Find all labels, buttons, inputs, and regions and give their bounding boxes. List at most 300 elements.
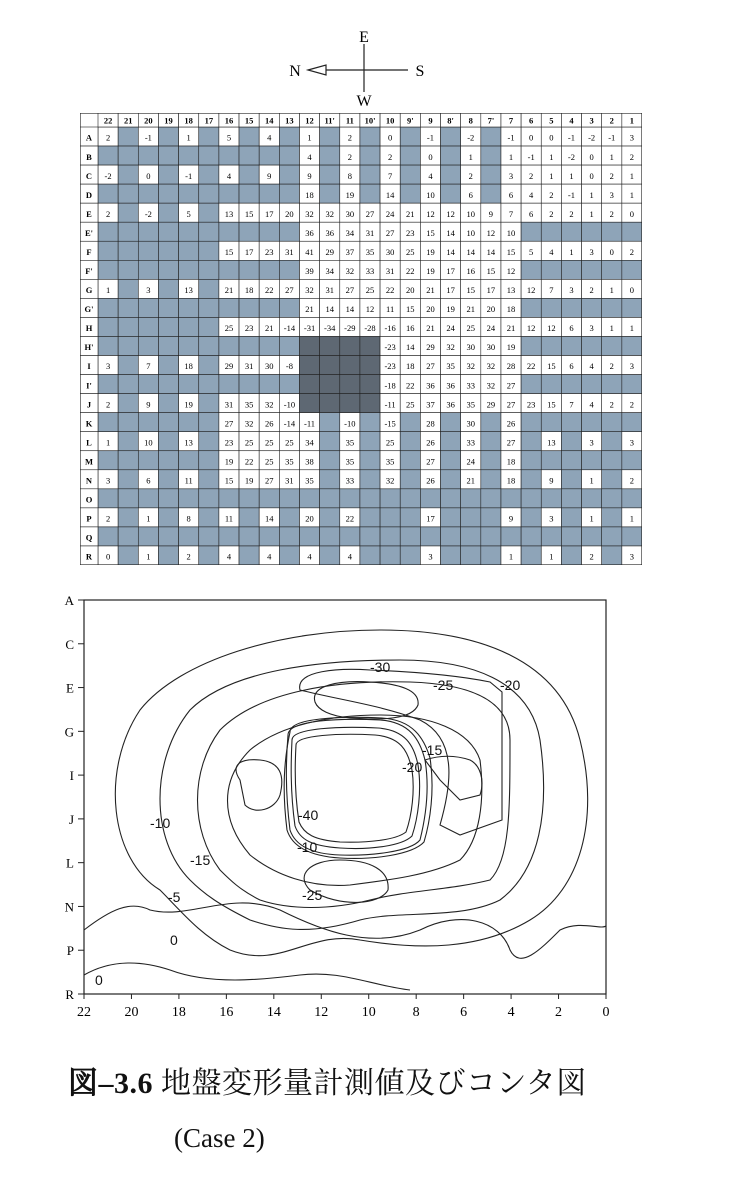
grid-cell (441, 165, 461, 184)
grid-cell-value: 35 (385, 456, 395, 467)
grid-cell-value: 37 (345, 246, 355, 257)
grid-cell (279, 527, 299, 546)
grid-cell-value: 12 (446, 208, 455, 219)
grid-cell (320, 451, 340, 470)
grid-cell (158, 298, 178, 317)
grid-cell (118, 184, 138, 203)
grid-cell-value: 9 (549, 475, 554, 486)
grid-cell (199, 165, 219, 184)
measurement-grid (80, 113, 642, 565)
grid-cell (400, 432, 420, 451)
grid-cell-value: 6 (529, 208, 534, 219)
grid-row-label: I' (86, 380, 92, 391)
grid-cell (259, 260, 279, 279)
contour-level-label: -40 (298, 807, 319, 823)
contour-level-label: 0 (170, 932, 178, 948)
grid-cell-value: 2 (609, 361, 614, 372)
grid-cell-value: 0 (146, 170, 151, 181)
grid-cell (118, 127, 138, 146)
grid-cell-value: 3 (428, 551, 433, 562)
grid-row-label: F' (85, 266, 93, 277)
grid-cell-value: -8 (285, 361, 293, 372)
grid-cell-value: 3 (105, 361, 111, 372)
grid-cell (441, 413, 461, 432)
grid-cell (158, 527, 178, 546)
grid-col-label: 9' (406, 115, 414, 126)
grid-cell (179, 241, 199, 260)
grid-cell-value: 27 (365, 208, 375, 219)
grid-cell-value: 13 (506, 285, 516, 296)
grid-cell-value: 21 (426, 323, 435, 334)
grid-cell-value: 32 (345, 266, 355, 277)
grid-cell-value: 2 (347, 132, 352, 143)
grid-cell (158, 489, 178, 508)
grid-cell-value: 30 (486, 342, 496, 353)
grid-cell (199, 356, 219, 375)
grid-row-label: M (84, 456, 94, 467)
grid-cell (239, 375, 259, 394)
grid-cell (118, 508, 138, 527)
contour-x-label: 22 (77, 1005, 91, 1020)
grid-cell (118, 336, 138, 355)
grid-cell-value: 12 (526, 323, 536, 334)
grid-cell (521, 375, 541, 394)
grid-cell (179, 222, 199, 241)
grid-cell (118, 298, 138, 317)
grid-cell-value: 4 (589, 361, 594, 372)
grid-cell (320, 184, 340, 203)
grid-cell (219, 146, 239, 165)
grid-cell-value: -15 (384, 418, 396, 429)
contour-y-label: N (64, 899, 74, 915)
grid-row-label: E (86, 208, 92, 219)
grid-cell-value: 30 (265, 361, 274, 372)
grid-cell (461, 546, 481, 565)
grid-cell-value: 14 (406, 342, 415, 353)
grid-cell (360, 375, 380, 394)
grid-cell-value: 19 (426, 266, 435, 277)
grid-cell-value: 10 (466, 227, 475, 238)
grid-cell (179, 336, 199, 355)
contour-x-label: 14 (266, 1005, 281, 1020)
grid-cell-value: 14 (446, 246, 455, 257)
grid-cell (360, 336, 380, 355)
grid-cell (279, 127, 299, 146)
grid-cell-value: 11 (184, 475, 193, 486)
grid-col-label: 7' (487, 115, 495, 126)
contour-level-label: -15 (422, 742, 443, 758)
grid-cell-value: 0 (629, 285, 635, 296)
grid-cell (400, 546, 420, 565)
grid-cell-value: 16 (466, 266, 475, 277)
contour-level-label: -30 (370, 659, 391, 675)
compass-west: W (356, 93, 372, 108)
grid-cell-value: 4 (226, 170, 232, 181)
grid-cell (158, 260, 178, 279)
grid-cell-value: 32 (305, 208, 314, 219)
grid-cell (461, 489, 481, 508)
grid-cell (481, 432, 501, 451)
grid-cell-value: 10 (506, 227, 516, 238)
contour-y-label: L (66, 855, 74, 871)
grid-cell-value: 2 (105, 132, 111, 143)
grid-cell (602, 298, 622, 317)
grid-cell-value: 35 (345, 456, 355, 467)
grid-cell (360, 508, 380, 527)
grid-cell (279, 260, 299, 279)
grid-cell (360, 356, 380, 375)
grid-cell (320, 470, 340, 489)
grid-cell-value: 30 (466, 418, 475, 429)
grid-cell-value: 9 (267, 170, 272, 181)
grid-cell (239, 546, 259, 565)
grid-cell-value: 28 (426, 418, 435, 429)
contour-level-labels (95, 659, 520, 988)
grid-cell (320, 146, 340, 165)
grid-row-label: C (85, 170, 93, 181)
grid-cell (320, 127, 340, 146)
grid-col-label: 9 (428, 115, 433, 126)
contour-x-label: 8 (412, 1005, 420, 1020)
grid-cell (299, 394, 319, 413)
grid-cell (239, 127, 259, 146)
grid-cell-value: 3 (146, 285, 151, 296)
grid-cell-value: -10 (283, 399, 296, 410)
grid-cell-value: 32 (305, 285, 314, 296)
grid-cell-value: 14 (385, 189, 395, 200)
grid-row-label: N (85, 475, 93, 486)
grid-cell-value: 3 (589, 323, 594, 334)
grid-cell (158, 165, 178, 184)
grid-cell (239, 508, 259, 527)
grid-cell-value: 2 (105, 513, 111, 524)
grid-cell (481, 527, 501, 546)
grid-cell-value: 10 (144, 437, 153, 448)
grid-cell-value: 36 (446, 380, 455, 391)
grid-col-label: 1 (629, 115, 635, 126)
grid-cell (199, 222, 219, 241)
grid-cell (259, 375, 279, 394)
grid-cell-value: 0 (589, 170, 594, 181)
grid-cell-value: 2 (549, 208, 554, 219)
grid-cell-value: -18 (384, 380, 396, 391)
grid-cell-value: 6 (146, 475, 151, 486)
grid-cell (561, 222, 581, 241)
grid-cell-value: 35 (365, 246, 375, 257)
grid-cell-value: 31 (285, 246, 294, 257)
contour-level-label: -25 (302, 887, 323, 903)
grid-cell-value: 32 (446, 342, 455, 353)
grid-cell-value: 1 (629, 170, 635, 181)
grid-cell (400, 146, 420, 165)
grid-cell (219, 527, 239, 546)
grid-cell (219, 222, 239, 241)
grid-cell-value: 26 (265, 418, 274, 429)
grid-cell-value: 25 (406, 246, 415, 257)
grid-cell-value: 15 (224, 246, 234, 257)
grid-cell-value: 24 (466, 456, 475, 467)
grid-cell (179, 298, 199, 317)
contour-level-label: -20 (500, 677, 521, 693)
grid-cell-value: 14 (466, 246, 475, 257)
grid-col-label: 22 (103, 115, 113, 126)
grid-row-label: K (85, 418, 93, 429)
grid-cell-value: 1 (307, 132, 312, 143)
grid-cell-value: 1 (609, 285, 614, 296)
grid-cell (622, 451, 642, 470)
grid-cell-value: 27 (345, 285, 355, 296)
grid-cell (98, 222, 118, 241)
contour-y-label: I (69, 768, 74, 784)
grid-cell (360, 451, 380, 470)
grid-cell (622, 260, 642, 279)
grid-cell (239, 165, 259, 184)
contour-x-label: 6 (460, 1005, 468, 1020)
contour-level-label: -20 (402, 759, 423, 775)
grid-cell (622, 336, 642, 355)
grid-cell-value: 21 (224, 285, 234, 296)
grid-cell-value: -1 (144, 132, 152, 143)
grid-row-label: Q (85, 532, 93, 543)
grid-cell (602, 451, 622, 470)
contour-y-label: A (64, 593, 74, 608)
contour-level-label: -5 (168, 889, 181, 905)
grid-cell-value: 17 (446, 266, 455, 277)
grid-cell (420, 527, 440, 546)
grid-cell-value: -11 (384, 399, 396, 410)
grid-cell (602, 470, 622, 489)
grid-cell-value: 17 (426, 513, 435, 524)
grid-cell-value: 19 (184, 399, 193, 410)
grid-cell (320, 546, 340, 565)
grid-cell (360, 165, 380, 184)
grid-cell (259, 336, 279, 355)
grid-cell (299, 336, 319, 355)
grid-cell-value: 14 (265, 513, 274, 524)
grid-cell (259, 527, 279, 546)
grid-row-label: B (86, 151, 92, 162)
grid-row-label: H' (84, 342, 94, 353)
grid-cell (118, 241, 138, 260)
grid-cell (320, 356, 340, 375)
grid-cell (441, 546, 461, 565)
grid-cell-value: 26 (506, 418, 516, 429)
grid-cell (138, 451, 158, 470)
grid-cell-value: 2 (629, 475, 635, 486)
grid-cell (481, 165, 501, 184)
grid-cell-value: 21 (466, 304, 475, 315)
grid-col-label: 7 (508, 115, 514, 126)
grid-cell (561, 298, 581, 317)
grid-cell-value: 20 (406, 285, 415, 296)
grid-cell-value: 17 (244, 246, 254, 257)
grid-cell (340, 394, 360, 413)
grid-cell (279, 546, 299, 565)
grid-cell-value: 13 (184, 285, 193, 296)
grid-cell (541, 527, 561, 546)
grid-cell-value: 19 (224, 456, 234, 467)
grid-cell (118, 375, 138, 394)
grid-cell-value: 1 (508, 551, 514, 562)
grid-cell-value: 33 (466, 380, 475, 391)
grid-cell-value: 25 (385, 437, 395, 448)
grid-cell (561, 451, 581, 470)
grid-row-label: F (86, 246, 92, 257)
grid-cell-value: 32 (325, 208, 334, 219)
grid-cell-value: 17 (265, 208, 274, 219)
grid-cell (138, 298, 158, 317)
compass-east: E (359, 29, 369, 46)
grid-cell (158, 508, 178, 527)
contour-lines (84, 630, 606, 990)
grid-row-label: L (86, 437, 92, 448)
grid-cell (521, 527, 541, 546)
grid-cell-value: 2 (609, 170, 614, 181)
grid-cell-value: 3 (508, 170, 514, 181)
grid-cell-value: 33 (466, 437, 475, 448)
grid-cell (118, 356, 138, 375)
grid-cell (320, 336, 340, 355)
grid-cell (118, 527, 138, 546)
grid-cell (561, 546, 581, 565)
grid-cell (118, 432, 138, 451)
grid-cell (98, 260, 118, 279)
grid-cell-value: 18 (406, 361, 415, 372)
grid-cell-value: 1 (186, 132, 191, 143)
grid-cell-value: 2 (529, 170, 534, 181)
grid-cell-value: 12 (526, 285, 536, 296)
grid-cell (118, 279, 138, 298)
grid-cell (380, 489, 400, 508)
contour-x-label: 20 (124, 1005, 139, 1020)
grid-cell (360, 546, 380, 565)
grid-cell (461, 527, 481, 546)
grid-cell-value: 36 (426, 380, 435, 391)
grid-cell-value: 20 (305, 513, 314, 524)
grid-cell (541, 451, 561, 470)
grid-cell (98, 375, 118, 394)
grid-cell-value: -23 (384, 361, 396, 372)
grid-cell (320, 375, 340, 394)
grid-cell-value: 41 (305, 246, 314, 257)
grid-cell-value: 6 (569, 323, 574, 334)
grid-cell-value: 12 (365, 304, 375, 315)
grid-cell-value: 9 (146, 399, 151, 410)
grid-cell-value: 3 (629, 551, 635, 562)
grid-cell-value: 1 (146, 551, 151, 562)
grid-cell (561, 336, 581, 355)
grid-cell-value: 29 (486, 399, 496, 410)
grid-cell-value: 9 (307, 170, 312, 181)
grid-cell (199, 298, 219, 317)
grid-cell-value: 12 (426, 208, 435, 219)
grid-cell-value: 15 (224, 475, 234, 486)
grid-cell-value: 22 (406, 380, 415, 391)
grid-cell (118, 470, 138, 489)
grid-cell (219, 260, 239, 279)
grid-cell-value: 0 (529, 132, 534, 143)
grid-cell (118, 317, 138, 336)
grid-cell (98, 336, 118, 355)
grid-cell (199, 184, 219, 203)
grid-cell-value: 36 (446, 399, 455, 410)
grid-cell-value: -14 (283, 323, 296, 334)
grid-cell-value: 15 (506, 246, 516, 257)
grid-cell (279, 508, 299, 527)
grid-col-label: 12 (305, 115, 314, 126)
grid-row-label: P (86, 513, 92, 524)
grid-cell-value: 7 (388, 170, 393, 181)
grid-cell-value: 2 (609, 208, 614, 219)
figure-title: 地盤変形量計測値及びコンタ図 (161, 1067, 587, 1100)
grid-cell-value: 18 (244, 285, 254, 296)
grid-cell-value: 1 (629, 513, 635, 524)
grid-cell (158, 317, 178, 336)
grid-cell (420, 489, 440, 508)
grid-cell-value: 25 (265, 437, 274, 448)
grid-cell (602, 546, 622, 565)
grid-cell-value: 0 (388, 132, 393, 143)
grid-cell-value: -1 (426, 132, 434, 143)
grid-cell (360, 146, 380, 165)
grid-cell-value: 3 (589, 246, 594, 257)
contour-x-label: 18 (171, 1005, 186, 1020)
grid-cell (340, 375, 360, 394)
grid-cell-value: 21 (265, 323, 274, 334)
grid-cell-value: 2 (629, 151, 635, 162)
grid-cell-value: 1 (589, 513, 594, 524)
grid-cell (219, 298, 239, 317)
grid-cell (561, 508, 581, 527)
grid-cell (541, 298, 561, 317)
grid-cell-value: 24 (486, 323, 496, 334)
grid-cell-value: 4 (267, 132, 272, 143)
grid-cell-value: 3 (609, 189, 614, 200)
compass-north: N (289, 63, 301, 80)
grid-cell (602, 375, 622, 394)
compass-rose (280, 28, 440, 108)
grid-cell-value: 2 (105, 399, 111, 410)
contour-x-label: 2 (555, 1005, 563, 1020)
grid-cell-value: 15 (244, 208, 254, 219)
grid-cell (239, 146, 259, 165)
grid-cell-value: 0 (105, 551, 111, 562)
grid-cell-value: 3 (105, 475, 111, 486)
grid-col-label: 11' (324, 115, 335, 126)
contour-y-labels (65, 593, 84, 1002)
grid-cell-value: 12 (506, 266, 516, 277)
grid-cell-value: 10 (426, 189, 435, 200)
grid-cell (360, 394, 380, 413)
grid-cell (98, 527, 118, 546)
grid-cell-value: 19 (446, 304, 455, 315)
grid-cell-value: 0 (428, 151, 433, 162)
grid-cell (320, 489, 340, 508)
grid-cell (622, 375, 642, 394)
grid-cell (320, 394, 340, 413)
grid-cell (320, 508, 340, 527)
grid-cell (481, 508, 501, 527)
grid-col-label: 8 (468, 115, 473, 126)
grid-cell-value: 14 (446, 227, 455, 238)
grid-cell-value: 14 (345, 304, 355, 315)
grid-cell (158, 203, 178, 222)
grid-cell (441, 184, 461, 203)
grid-cell (118, 413, 138, 432)
grid-cell (179, 317, 199, 336)
grid-cell-value: -1 (567, 132, 576, 143)
grid-col-label: 16 (224, 115, 234, 126)
